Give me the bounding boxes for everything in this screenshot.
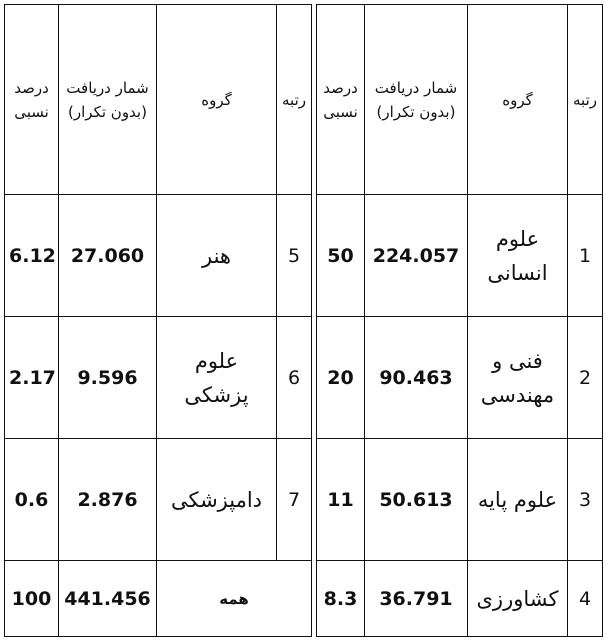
right-rank-cell: 1	[568, 195, 603, 317]
right-percent-cell: 50	[317, 195, 365, 317]
table-row	[5, 195, 603, 317]
right-header-count: شمار دریافت (بدون تکرار)	[365, 5, 468, 195]
left-header-count: شمار دریافت (بدون تکرار)	[59, 5, 157, 195]
total-count-cell: 441.456	[59, 561, 157, 637]
total-label-cell: همه	[157, 561, 312, 637]
left-count-cell: 27.060	[59, 195, 157, 317]
right-group-cell: علوم انسانی	[468, 195, 568, 317]
left-header-percent: درصد نسبی	[5, 5, 59, 195]
right-count-cell: 224.057	[365, 195, 468, 317]
left-percent-cell: 0.6	[5, 439, 59, 561]
right-count-cell: 36.791	[365, 561, 468, 637]
left-group-cell: هنر	[157, 195, 277, 317]
right-count-cell: 90.463	[365, 317, 468, 439]
total-percent-cell: 100	[5, 561, 59, 637]
left-group-cell: علوم پزشکی	[157, 317, 277, 439]
right-percent-cell: 11	[317, 439, 365, 561]
left-count-cell: 9.596	[59, 317, 157, 439]
right-group-cell: کشاورزی	[468, 561, 568, 637]
left-header-group: گروه	[157, 5, 277, 195]
table-row	[5, 561, 603, 637]
statistics-table	[4, 4, 603, 637]
right-header-percent: درصد نسبی	[317, 5, 365, 195]
right-header-rank: رتبه	[568, 5, 603, 195]
header-row	[5, 5, 603, 195]
right-group-cell: فنی و مهندسی	[468, 317, 568, 439]
left-count-cell: 2.876	[59, 439, 157, 561]
left-rank-cell: 7	[277, 439, 312, 561]
right-group-cell: علوم پایه	[468, 439, 568, 561]
left-percent-cell: 6.12	[5, 195, 59, 317]
left-group-cell: دامپزشکی	[157, 439, 277, 561]
left-header-rank: رتبه	[277, 5, 312, 195]
left-percent-cell: 2.17	[5, 317, 59, 439]
right-percent-cell: 20	[317, 317, 365, 439]
table-row	[5, 317, 603, 439]
right-header-group: گروه	[468, 5, 568, 195]
table-row	[5, 439, 603, 561]
right-rank-cell: 4	[568, 561, 603, 637]
right-rank-cell: 2	[568, 317, 603, 439]
right-rank-cell: 3	[568, 439, 603, 561]
left-rank-cell: 5	[277, 195, 312, 317]
right-percent-cell: 8.3	[317, 561, 365, 637]
right-count-cell: 50.613	[365, 439, 468, 561]
left-rank-cell: 6	[277, 317, 312, 439]
